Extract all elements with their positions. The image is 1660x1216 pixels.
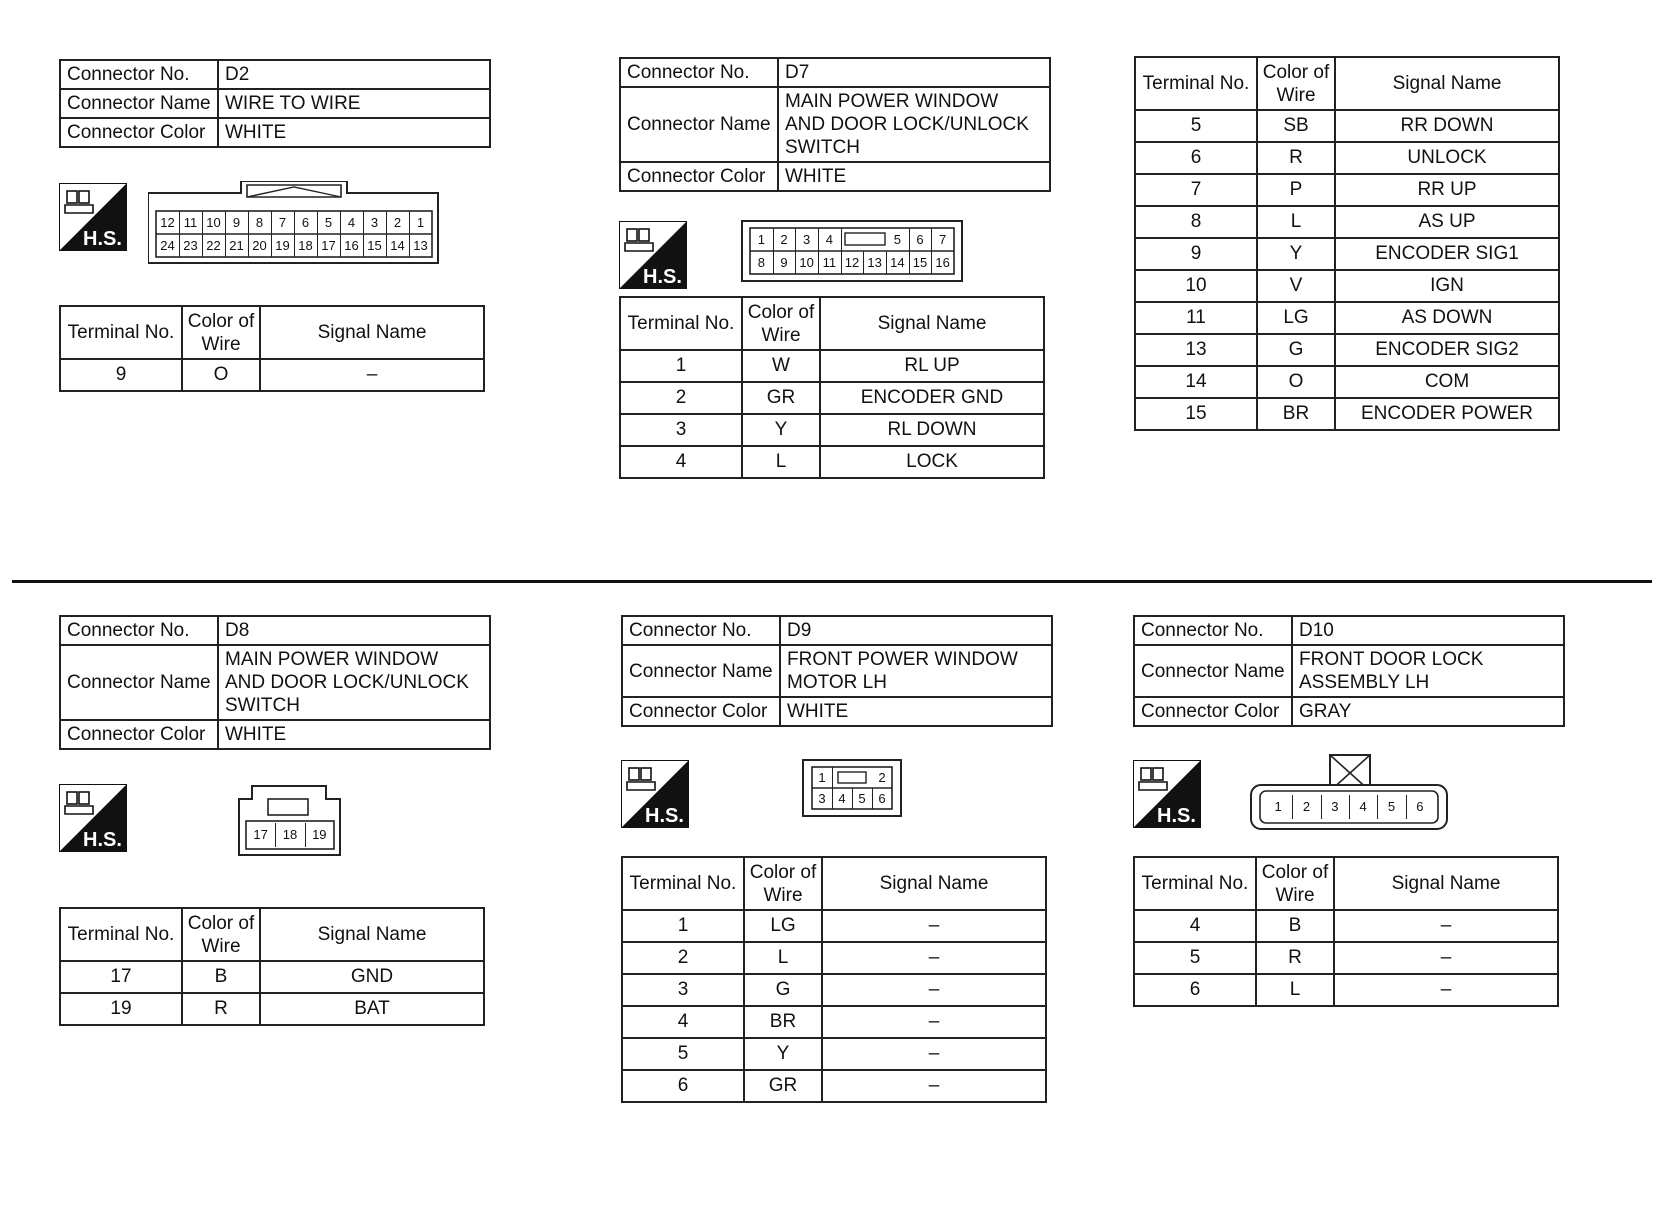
pin-number: 3 [1321,795,1350,819]
connector-color-label: Connector Color [622,697,780,726]
table-row [620,350,1044,382]
table-row [1135,398,1559,430]
d10-connector-diagram [1250,753,1450,836]
hs-label: H.S. [645,805,684,827]
signal-cell: – [822,1006,1046,1038]
signal-cell: ENCODER POWER [1335,398,1559,430]
d8-connector-color: WHITE [218,720,490,749]
pin-number: 8 [248,211,272,234]
hs-label: H.S. [1157,805,1196,827]
table-row [1135,238,1559,270]
connector-no-label: Connector No. [60,60,218,89]
pin-number: 2 [878,770,886,785]
pin-number: 1 [416,215,425,230]
signal-cell: – [1334,974,1558,1006]
signal-cell: RL UP [820,350,1044,382]
connector-name-label: Connector Name [60,89,218,118]
terminal-cell: 8 [1135,206,1257,238]
pin-number: 19 [271,234,295,257]
table-row [60,993,484,1025]
signal-cell: GND [260,961,484,993]
table-row [1135,142,1559,174]
terminal-cell: 4 [620,446,742,478]
pin-number: 5 [852,788,873,809]
d9-connector-diagram [802,759,902,822]
pin-number: 6 [909,228,933,251]
pin-number: 16 [935,255,950,270]
terminal-cell: 5 [1134,942,1256,974]
color-of-wire-header: Color of Wire [182,908,260,961]
terminal-no-header: Terminal No. [1135,57,1257,110]
hs-icon [59,784,127,852]
table-row [620,414,1044,446]
d10-connector-no: D10 [1292,616,1564,645]
pin-number: 4 [340,211,364,234]
connector-color-label: Connector Color [1134,697,1292,726]
connector-no-label: Connector No. [1134,616,1292,645]
table-row [622,942,1046,974]
signal-cell: – [1334,910,1558,942]
pin-number: 5 [886,228,910,251]
d10-info-table [1133,615,1565,727]
terminal-no-header: Terminal No. [1134,857,1256,910]
signal-cell: AS DOWN [1335,302,1559,334]
d7-connector-color: WHITE [778,162,1050,191]
hs-icon [621,760,689,828]
wire-color-cell: G [744,974,822,1006]
color-of-wire-header: Color of Wire [742,297,820,350]
wire-color-cell: SB [1257,110,1335,142]
d8-info-table [59,615,491,750]
signal-cell: LOCK [820,446,1044,478]
pin-number: 8 [750,251,774,274]
connector-no-label: Connector No. [622,616,780,645]
pin-number: 22 [202,234,226,257]
table-row [1134,974,1558,1006]
connector-color-label: Connector Color [60,118,218,147]
pin-number: 15 [909,251,933,274]
wire-color-cell: L [742,446,820,478]
pin-number: 17 [246,823,276,847]
signal-name-header: Signal Name [1334,857,1558,910]
signal-name-header: Signal Name [1335,57,1559,110]
terminal-cell: 6 [1135,142,1257,174]
signal-cell: – [260,359,484,391]
terminal-cell: 2 [622,942,744,974]
table-row [60,961,484,993]
signal-name-header: Signal Name [822,857,1046,910]
wire-color-cell: Y [744,1038,822,1070]
terminal-cell: 1 [620,350,742,382]
table-row [622,1070,1046,1102]
wire-color-cell: BR [1257,398,1335,430]
section-divider [12,580,1652,583]
hs-label: H.S. [83,829,122,851]
pin-number: 13 [863,251,887,274]
d7-signal-table [619,296,1045,479]
d8-connector-name: MAIN POWER WINDOW AND DOOR LOCK/UNLOCK SWITCH [218,645,490,720]
table-row [622,1006,1046,1038]
wire-color-cell: GR [744,1070,822,1102]
d7-connector-no: D7 [778,58,1050,87]
signal-name-header: Signal Name [820,297,1044,350]
table-row [622,910,1046,942]
hs-label: H.S. [83,228,122,250]
pin-number: 10 [202,211,226,234]
color-of-wire-header: Color of Wire [1257,57,1335,110]
pin-number: 6 [878,791,886,806]
d8-connector-diagram [238,785,342,862]
pin-number: 4 [818,228,842,251]
terminal-cell: 10 [1135,270,1257,302]
signal-cell: BAT [260,993,484,1025]
terminal-no-header: Terminal No. [622,857,744,910]
d10-connector-color: GRAY [1292,697,1564,726]
wire-color-cell: L [744,942,822,974]
d9-connector-color: WHITE [780,697,1052,726]
pin-number: 1 [750,228,774,251]
pin-number: 3 [795,228,819,251]
pin-number: 5 [317,211,341,234]
d7-signal-table-continued [1134,56,1560,431]
d9-connector-no: D9 [780,616,1052,645]
signal-cell: – [1334,942,1558,974]
table-row [1134,910,1558,942]
d8-signal-table [59,907,485,1026]
terminal-cell: 14 [1135,366,1257,398]
signal-cell: – [822,974,1046,1006]
connector-color-label: Connector Color [620,162,778,191]
wire-color-cell: Y [742,414,820,446]
table-row [1135,366,1559,398]
signal-cell: AS UP [1335,206,1559,238]
pin-number: 2 [386,211,410,234]
signal-cell: – [822,910,1046,942]
d2-connector-diagram [148,181,440,270]
pin-number: 24 [156,234,180,257]
d7-connector-diagram [741,220,963,287]
connector-color-label: Connector Color [60,720,218,749]
table-row [1135,174,1559,206]
wire-color-cell: LG [1257,302,1335,334]
wire-color-cell: P [1257,174,1335,206]
pin-number: 6 [1416,799,1424,814]
pin-number: 14 [386,234,410,257]
pin-number: 11 [179,211,203,234]
terminal-cell: 9 [1135,238,1257,270]
pin-number: 6 [294,211,318,234]
connector-name-label: Connector Name [60,645,218,720]
d9-info-table [621,615,1053,727]
d2-info-table [59,59,491,148]
signal-cell: RL DOWN [820,414,1044,446]
terminal-cell: 4 [1134,910,1256,942]
d8-connector-no: D8 [218,616,490,645]
table-row [1135,110,1559,142]
hs-icon [59,183,127,251]
table-row [620,382,1044,414]
wire-color-cell: L [1257,206,1335,238]
table-row [622,1038,1046,1070]
connector-name-label: Connector Name [622,645,780,697]
terminal-cell: 11 [1135,302,1257,334]
terminal-cell: 3 [620,414,742,446]
table-row [622,974,1046,1006]
terminal-no-header: Terminal No. [60,306,182,359]
d2-signal-table [59,305,485,392]
pin-number: 12 [841,251,865,274]
pin-number: 7 [939,232,947,247]
pin-number: 19 [312,827,327,842]
signal-cell: RR UP [1335,174,1559,206]
signal-cell: – [822,1038,1046,1070]
pin-number: 11 [818,251,842,274]
pin-number: 9 [773,251,797,274]
table-row [620,446,1044,478]
d2-connector-color: WHITE [218,118,490,147]
table-row [1135,206,1559,238]
terminal-cell: 7 [1135,174,1257,206]
terminal-cell: 6 [622,1070,744,1102]
pin-number: 9 [225,211,249,234]
pin-number: 5 [1377,795,1406,819]
color-of-wire-header: Color of Wire [744,857,822,910]
table-row [1135,302,1559,334]
wire-color-cell: L [1256,974,1334,1006]
signal-cell: ENCODER SIG1 [1335,238,1559,270]
d10-connector-name: FRONT DOOR LOCK ASSEMBLY LH [1292,645,1564,697]
table-row [60,359,484,391]
d7-connector-name: MAIN POWER WINDOW AND DOOR LOCK/UNLOCK SWITCH [778,87,1050,162]
pin-number: 7 [271,211,295,234]
terminal-cell: 17 [60,961,182,993]
pin-number: 4 [832,788,853,809]
d2-connector-no: D2 [218,60,490,89]
pin-number: 2 [1292,795,1321,819]
wire-color-cell: B [1256,910,1334,942]
pin-number: 23 [179,234,203,257]
pin-number: 4 [1349,795,1378,819]
terminal-cell: 5 [1135,110,1257,142]
wire-color-cell: V [1257,270,1335,302]
terminal-cell: 5 [622,1038,744,1070]
wire-color-cell: B [182,961,260,993]
pin-number: 14 [886,251,910,274]
wire-color-cell: Y [1257,238,1335,270]
terminal-cell: 15 [1135,398,1257,430]
signal-name-header: Signal Name [260,908,484,961]
d9-connector-name: FRONT POWER WINDOW MOTOR LH [780,645,1052,697]
pin-number: 18 [294,234,318,257]
pin-number: 20 [248,234,272,257]
table-row [1134,942,1558,974]
terminal-cell: 2 [620,382,742,414]
pin-number: 3 [812,788,833,809]
terminal-cell: 9 [60,359,182,391]
pin-number: 3 [363,211,387,234]
pin-number: 12 [156,211,180,234]
connector-name-label: Connector Name [1134,645,1292,697]
wire-color-cell: LG [744,910,822,942]
signal-cell: COM [1335,366,1559,398]
d2-connector-name: WIRE TO WIRE [218,89,490,118]
wire-color-cell: G [1257,334,1335,366]
pin-number: 10 [795,251,819,274]
d9-signal-table [621,856,1047,1103]
wire-color-cell: GR [742,382,820,414]
pin-number: 2 [773,228,797,251]
pin-number: 21 [225,234,249,257]
d10-signal-table [1133,856,1559,1007]
pin-number: 16 [340,234,364,257]
pin-number: 17 [317,234,341,257]
hs-icon [619,221,687,289]
signal-cell: ENCODER GND [820,382,1044,414]
hs-label: H.S. [643,266,682,288]
terminal-cell: 1 [622,910,744,942]
wire-color-cell: O [1257,366,1335,398]
wire-color-cell: O [182,359,260,391]
terminal-cell: 19 [60,993,182,1025]
table-row [1135,334,1559,366]
wire-color-cell: R [1257,142,1335,174]
signal-cell: – [822,942,1046,974]
pin-number: 1 [1264,795,1293,819]
connector-no-label: Connector No. [620,58,778,87]
color-of-wire-header: Color of Wire [182,306,260,359]
terminal-no-header: Terminal No. [60,908,182,961]
signal-cell: UNLOCK [1335,142,1559,174]
pin-number: 13 [413,238,428,253]
signal-cell: – [822,1070,1046,1102]
terminal-no-header: Terminal No. [620,297,742,350]
wire-color-cell: W [742,350,820,382]
pin-number: 18 [275,823,305,847]
terminal-cell: 3 [622,974,744,1006]
d7-info-table [619,57,1051,192]
terminal-cell: 6 [1134,974,1256,1006]
signal-cell: RR DOWN [1335,110,1559,142]
signal-cell: IGN [1335,270,1559,302]
connector-name-label: Connector Name [620,87,778,162]
terminal-cell: 4 [622,1006,744,1038]
hs-icon [1133,760,1201,828]
terminal-cell: 13 [1135,334,1257,366]
signal-cell: ENCODER SIG2 [1335,334,1559,366]
wire-color-cell: BR [744,1006,822,1038]
color-of-wire-header: Color of Wire [1256,857,1334,910]
wire-color-cell: R [182,993,260,1025]
pin-number: 15 [363,234,387,257]
wire-color-cell: R [1256,942,1334,974]
table-row [1135,270,1559,302]
signal-name-header: Signal Name [260,306,484,359]
connector-no-label: Connector No. [60,616,218,645]
pin-number: 1 [812,767,833,788]
